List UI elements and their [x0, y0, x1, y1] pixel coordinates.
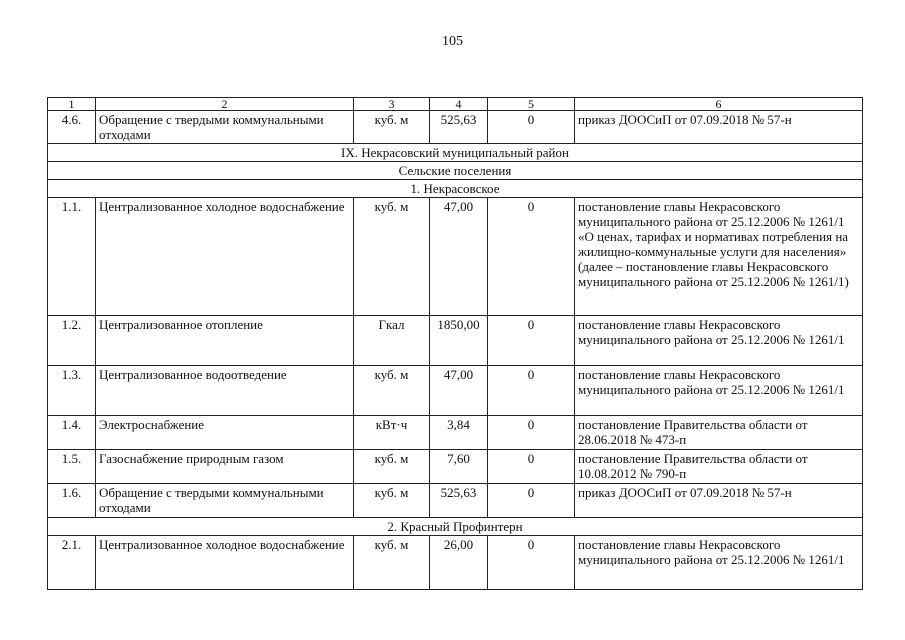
row-zero: 0: [488, 450, 575, 484]
row-service: Централизованное холодное водоснабжение: [96, 198, 354, 316]
group-title: 1. Некрасовское: [48, 180, 863, 198]
table-row: [48, 416, 863, 450]
row-basis: постановление главы Некрасовского муниципального района от 25.12.2006 № 1261/1: [575, 366, 863, 416]
row-value: 7,60: [430, 450, 488, 484]
row-service: Газоснабжение природным газом: [96, 450, 354, 484]
table-row: [48, 316, 863, 366]
row-service: Электроснабжение: [96, 416, 354, 450]
row-basis: постановление главы Некрасовского муниципального района от 25.12.2006 № 1261/1: [575, 536, 863, 590]
row-id: 1.6.: [48, 484, 96, 518]
row-service: Обращение с твердыми коммунальными отходами: [96, 484, 354, 518]
row-value: 47,00: [430, 366, 488, 416]
group-row: [48, 518, 863, 536]
tariff-table: [47, 97, 863, 590]
column-number: 5: [488, 98, 575, 111]
row-id: 1.3.: [48, 366, 96, 416]
row-service: Централизованное отопление: [96, 316, 354, 366]
row-zero: 0: [488, 198, 575, 316]
row-value: 26,00: [430, 536, 488, 590]
row-unit: Гкал: [354, 316, 430, 366]
row-service: Централизованное водоотведение: [96, 366, 354, 416]
subsection-row: [48, 162, 863, 180]
row-value: 1850,00: [430, 316, 488, 366]
row-unit: куб. м: [354, 366, 430, 416]
row-id: 1.1.: [48, 198, 96, 316]
row-zero: 0: [488, 366, 575, 416]
page-number: 105: [442, 34, 463, 49]
row-id: 1.2.: [48, 316, 96, 366]
row-value: 3,84: [430, 416, 488, 450]
column-number: 6: [575, 98, 863, 111]
row-zero: 0: [488, 111, 575, 144]
row-value: 47,00: [430, 198, 488, 316]
table-row: [48, 366, 863, 416]
table-row: [48, 450, 863, 484]
row-zero: 0: [488, 316, 575, 366]
row-unit: кВт·ч: [354, 416, 430, 450]
section-row: [48, 144, 863, 162]
row-basis: приказ ДООСиП от 07.09.2018 № 57-н: [575, 484, 863, 518]
row-basis: постановление главы Некрасовского муниципального района от 25.12.2006 № 1261/1 «О ценах, тарифах и нормативах потребления на жилищно-коммунальные услуги для населения» (далее – постановление главы Некрасовского муниципального района от 25.12.2006 № 1261/1): [575, 198, 863, 316]
row-basis: постановление главы Некрасовского муниципального района от 25.12.2006 № 1261/1: [575, 316, 863, 366]
row-id: 2.1.: [48, 536, 96, 590]
group-title: 2. Красный Профинтерн: [48, 518, 863, 536]
row-zero: 0: [488, 484, 575, 518]
row-id: 1.5.: [48, 450, 96, 484]
table-row: [48, 536, 863, 590]
row-unit: куб. м: [354, 111, 430, 144]
row-value: 525,63: [430, 111, 488, 144]
table-row: [48, 111, 863, 144]
table-row: [48, 198, 863, 316]
column-number: 4: [430, 98, 488, 111]
row-service: Централизованное холодное водоснабжение: [96, 536, 354, 590]
row-unit: куб. м: [354, 536, 430, 590]
column-number-row: [48, 98, 863, 111]
row-zero: 0: [488, 536, 575, 590]
group-row: [48, 180, 863, 198]
row-unit: куб. м: [354, 450, 430, 484]
row-unit: куб. м: [354, 198, 430, 316]
table-row: [48, 484, 863, 518]
row-id: 4.6.: [48, 111, 96, 144]
section-title: IX. Некрасовский муниципальный район: [48, 144, 863, 162]
row-unit: куб. м: [354, 484, 430, 518]
column-number: 2: [96, 98, 354, 111]
row-value: 525,63: [430, 484, 488, 518]
row-zero: 0: [488, 416, 575, 450]
row-basis: приказ ДООСиП от 07.09.2018 № 57-н: [575, 111, 863, 144]
column-number: 3: [354, 98, 430, 111]
row-basis: постановление Правительства области от 28.06.2018 № 473-п: [575, 416, 863, 450]
column-number: 1: [48, 98, 96, 111]
row-basis: постановление Правительства области от 10.08.2012 № 790-п: [575, 450, 863, 484]
row-id: 1.4.: [48, 416, 96, 450]
row-service: Обращение с твердыми коммунальными отходами: [96, 111, 354, 144]
subsection-title: Сельские поселения: [48, 162, 863, 180]
